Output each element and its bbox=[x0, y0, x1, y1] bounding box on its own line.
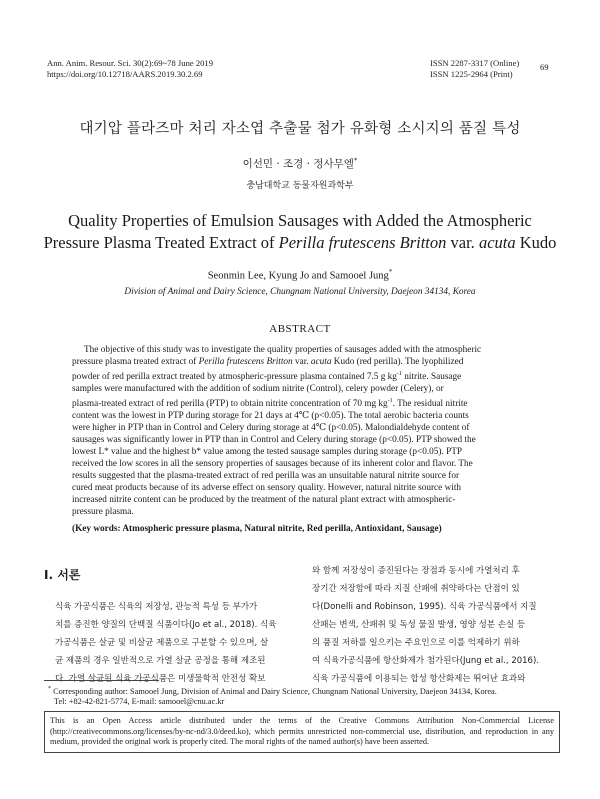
license-box: This is an Open Access article distributed under the terms of the Creative Commons Attribution Non-Commercial License (http://creativecommons.org/licenses/by-nc-nd/3.0/deed.ko), which permits unrestricted non-commercial use, distribution, and reproduction in any medium, provided the original work is properly cited. The moral rights of the named author(s) have been asserted. bbox=[44, 711, 560, 753]
intro-line: 식육 가공식품은 식육의 저장성, 관능적 특성 등 부가가 bbox=[55, 602, 258, 612]
intro-line: 의 품질 저하를 일으키는 주요인으로 이를 억제하기 위하 bbox=[312, 638, 520, 648]
korean-title: 대기압 플라즈마 처리 자소엽 추출물 첨가 유화형 소시지의 품질 특성 bbox=[79, 121, 521, 137]
intro-line: 다. 가열 살균된 식육 가공식품은 미생물학적 안전성 확보 bbox=[55, 674, 266, 684]
korean-authors: 이선민 · 조경 · 정사무엘* bbox=[242, 156, 358, 170]
intro-right-column bbox=[312, 562, 552, 688]
journal-citation: Ann. Anim. Resour. Sci. 30(2):69~78 June 2019 https://doi.org/10.12718/AARS.2019.30.2.69 bbox=[47, 58, 214, 79]
intro-line: 다(Donelli and Robinson, 1995). 식육 가공식품에서 지질 bbox=[312, 602, 537, 612]
intro-line: 장기간 저장함에 따라 지질 산패에 취약하다는 단점이 있 bbox=[312, 584, 520, 594]
intro-line: 식육 가공식품에 이용되는 합성 항산화제는 뛰어난 효과와 bbox=[312, 674, 526, 684]
keywords: (Key words: Atmospheric pressure plasma, Natural nitrite, Red perilla, Antioxidant, Sausage) bbox=[72, 524, 442, 534]
intro-line: 와 함께 저장성이 증진된다는 장점과 동시에 가열처리 후 bbox=[312, 566, 520, 576]
issn-print: ISSN 1225-2964 (Print) bbox=[430, 69, 513, 79]
doi-link[interactable]: https://doi.org/10.12718/AARS.2019.30.2.69 bbox=[47, 69, 203, 79]
english-affiliation: Division of Animal and Dairy Science, Chungnam National University, Daejeon 34134, Korea bbox=[124, 287, 476, 297]
corresponding-author-footnote: * Corresponding author: Samooel Jung, Division of Animal and Dairy Science, Chungnam National University, Daejeon 34134, Korea. Tel: +82-42-821-5774, E-mail: samooel@cnu.ac.kr bbox=[48, 686, 497, 707]
abstract-heading: ABSTRACT bbox=[269, 323, 331, 335]
intro-line: 여 식육가공식품에 항산화제가 첨가된다(Jung et al., 2016). bbox=[312, 656, 539, 666]
intro-left-column bbox=[55, 598, 292, 688]
introduction-heading: I. 서론 bbox=[44, 568, 81, 582]
page-number: 69 bbox=[540, 62, 549, 72]
issn-online: ISSN 2287-3317 (Online) bbox=[430, 58, 520, 68]
footnote-divider bbox=[44, 680, 159, 681]
english-authors: Seonmin Lee, Kyung Jo and Samooel Jung* bbox=[207, 268, 393, 282]
intro-line: 치를 증진한 양질의 단백질 식품이다(Jo et al., 2018). 식육 bbox=[55, 620, 277, 630]
english-title: Quality Properties of Emulsion Sausages with Added the Atmospheric Pressure Plasma Treated Extract of Perilla frutescens Britton var. acuta Kudo bbox=[43, 211, 557, 252]
intro-line: 산패는 변색, 산패취 및 독성 물질 발생, 영양 성분 손실 등 bbox=[312, 620, 526, 630]
intro-line: 가공식품은 살균 및 비살균 제품으로 구분할 수 있으며, 살 bbox=[55, 638, 269, 648]
intro-line: 균 제품의 경우 일반적으로 가열 살균 공정을 통해 제조된 bbox=[55, 656, 266, 666]
korean-affiliation: 충남대학교 동물자원과학부 bbox=[246, 181, 354, 191]
issn-block bbox=[430, 58, 519, 80]
abstract-body: The objective of this study was to investigate the quality properties of sausages added with the atmospheric pressure plasma treated extract of Perilla frutescens Britton var. acuta Kudo (red perilla). The lyophilized powder of red perilla extract treated by atmospheric-pressure plasma contained 7.5 g $kg^{-1}$ nitrite. Sausage samples were manufactured with the addition of sodium nitrite (Control), celery powder (Celery), or plasma-treated extract of red perilla (PTP) to obtain nitrite concentration of 70 mg $kg^{-1}$. The residual nitrite content was the lowest in PTP during storage for 21 days at 4℃ (p<0.05). The total aerobic bacteria counts were higher in PTP than in Control and Celery during storage at 4℃ (p<0.05). Malondialdehyde content of sausages was significantly lower in PTP than in Control and Celery during storage (p<0.05). PTP showed the lowest L* value and the highest b* value among the tested sausage samples during storage (p<0.05). PTP received the low scores in all the sensory properties of sausages because of its inherent color and flavor. The results suggested that the plasma-treated extract of red perilla was an unsuitable natural nitrite source for cured meat products because of its adverse effect on sensory quality. However, natural nitrite source with increased nitrite content can be produced by the treatment of the natural plant extract with atmospheric- pressure plasma. bbox=[72, 345, 482, 517]
